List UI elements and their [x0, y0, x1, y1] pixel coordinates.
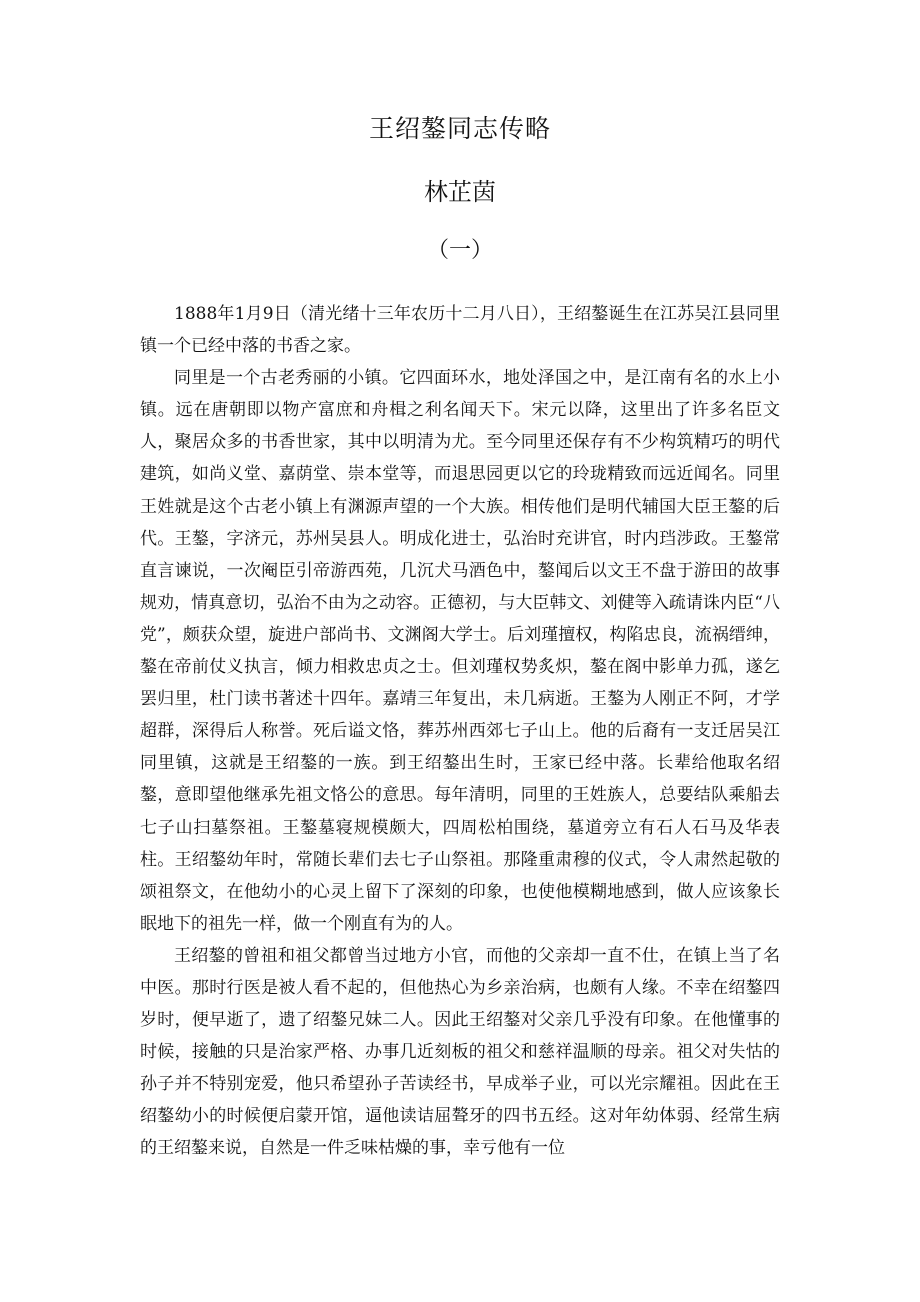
document-author: 林芷茵 [424, 178, 496, 206]
paragraph: 王绍鏊的曾祖和祖父都曾当过地方小官，而他的父亲却一直不仕，在镇上当了名中医。那时行医是被人看不起的，但他热心为乡亲治病，也颇有人缘。不幸在绍鏊四岁时，便早逝了，遗了绍鏊兄妹二人。因此王绍鏊对父亲几乎没有印象。在他懂事的时候，接触的只是治家严格、办事几近刻板的祖父和慈祥温顺的母亲。祖父对失怙的孙子并不特别宠爱，他只希望孙子苦读经书，早成举子业，可以光宗耀祖。因此在王绍鏊幼小的时候便启蒙开馆，逼他读诘屈聱牙的四书五经。这对年幼体弱、经常生病的王绍鏊来说，自然是一件乏味枯燥的事，幸亏他有一位 [140, 945, 780, 1159]
paragraph: 1888年1月9日（清光绪十三年农历十二月八日），王绍鏊诞生在江苏吴江县同里镇一个已经中落的书香之家。 [140, 304, 780, 357]
document-body [140, 298, 780, 1165]
document-title: 王绍鏊同志传略 [368, 114, 551, 143]
section-heading: （一） [426, 238, 493, 263]
paragraph: 同里是一个古老秀丽的小镇。它四面环水，地处泽国之中，是江南有名的水上小镇。远在唐朝即以物产富庶和舟楫之利名闻天下。宋元以降，这里出了许多名臣文人，聚居众多的书香世家，其中以明清为尤。至今同里还保存有不少构筑精巧的明代建筑，如尚义堂、嘉荫堂、崇本堂等，而退思园更以它的玲珑精致而远近闻名。同里王姓就是这个古老小镇上有渊源声望的一个大族。相传他们是明代辅国大臣王鏊的后代。王鏊，字济元，苏州吴县人。明成化进士，弘治时充讲官，时内珰涉政。王鏊常直言谏说，一次阉臣引帝游西苑，几沉犬马酒色中，鏊闻后以文王不盘于游田的故事规劝，情真意切，弘治不由为之动容。正德初，与大臣韩文、刘健等入疏请诛内臣“八党”，颇获众望，旋进户部尚书、文渊阁大学士。后刘瑾擅权，构陷忠良，流祸缙绅，鏊在帝前仗义执言，倾力相救忠贞之士。但刘瑾权势炙炽，鏊在阁中影单力孤，遂乞罢归里，杜门读书著述十四年。嘉靖三年复出，未几病逝。王鏊为人刚正不阿，才学超群，深得后人称誉。死后谥文恪，葬苏州西郊七子山上。他的后裔有一支迁居吴江同里镇，这就是王绍鏊的一族。到王绍鏊出生时，王家已经中落。长辈给他取名绍鏊，意即望他继承先祖文恪公的意思。每年清明，同里的王姓族人，总要结队乘船去七子山扫墓祭祖。王鏊墓寝规模颇大，四周松柏围绕，墓道旁立有石人石马及华表柱。王绍鏊幼年时，常随长辈们去七子山祭祖。那隆重肃穆的仪式，令人肃然起敬的颂祖祭文，在他幼小的心灵上留下了深刻的印象，也使他模糊地感到，做人应该象长眠地下的祖先一样，做一个刚直有为的人。 [140, 368, 780, 934]
